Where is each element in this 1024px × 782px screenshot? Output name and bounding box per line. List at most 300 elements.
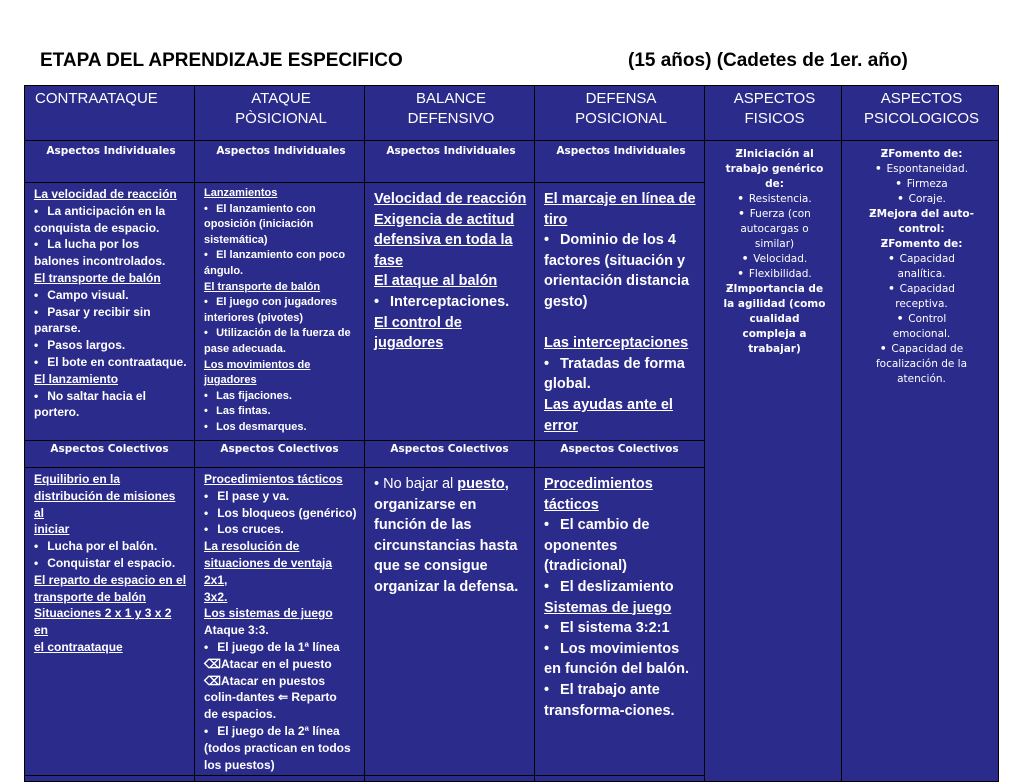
list-text: portero. (34, 405, 80, 420)
list-text: (todos practican en todos (204, 740, 351, 755)
header-row (25, 86, 999, 141)
bullet-dot (737, 268, 749, 280)
list-line (204, 505, 358, 522)
list-text: Las interceptaciones (544, 335, 689, 352)
list-line (374, 210, 528, 231)
list-text: Tratadas de forma (559, 355, 685, 372)
list-line (544, 536, 698, 557)
list-text: Resistencia. (748, 193, 812, 205)
bullet-dot (544, 517, 560, 533)
bullet-dot (888, 253, 900, 265)
list-line (204, 673, 358, 690)
list-text: Flexibilidad. (748, 268, 812, 280)
list-text: El juego de la 1ª línea (217, 639, 340, 654)
list-text: La anticipación en la (47, 203, 166, 218)
bullet-dot (544, 579, 560, 595)
list-text: receptiva. (895, 298, 948, 310)
list-text: Fuerza (con (749, 208, 811, 220)
list-text: Dominio de los 4 (559, 232, 676, 249)
header-defensa-posicional: DEFENSA POSICIONAL (535, 86, 705, 141)
bullet-dot (34, 237, 47, 251)
list-line (544, 659, 698, 680)
list-line (204, 404, 358, 420)
list-line (374, 333, 528, 354)
bullet-dot (742, 253, 754, 265)
list-text: Capacidad (899, 253, 955, 265)
list-line (851, 327, 992, 342)
bullet-dot (204, 489, 217, 503)
list-line (714, 162, 835, 177)
list-line (204, 202, 358, 218)
list-text: control: (898, 223, 945, 235)
list-line (34, 538, 188, 555)
list-text: trabajo genérico (725, 163, 824, 175)
list-line (544, 333, 698, 354)
list-line (204, 358, 358, 374)
list-line (714, 282, 835, 297)
list-text: gesto) (544, 293, 588, 310)
list-text: Lanzamientos (204, 187, 278, 199)
list-line (374, 189, 528, 210)
list-line (544, 354, 698, 375)
list-text: Los sistemas de juego (204, 606, 333, 621)
list-line (544, 189, 698, 210)
list-line (204, 656, 358, 673)
list-text: error (544, 417, 578, 434)
bullet-dot (34, 305, 47, 319)
list-line (544, 598, 698, 619)
list-line (34, 186, 188, 203)
list-text: cualidad (749, 313, 800, 325)
bullet-dot (897, 313, 909, 325)
list-line (544, 416, 698, 437)
list-text: El cambio de (559, 517, 650, 534)
list-text: interiores (pivotes) (204, 311, 304, 324)
list-text: oposición (iniciación (204, 218, 314, 231)
list-text: El juego de la 2ª línea (217, 723, 340, 738)
list-line (204, 373, 358, 389)
list-text: autocargas o (740, 223, 809, 235)
bullet-dot (888, 283, 900, 295)
subheader-individual: Aspectos Individuales (535, 141, 705, 183)
list-line (374, 313, 528, 334)
list-text: Exigencia de actitud (374, 211, 515, 228)
list-text: Procedimientos tácticos (204, 472, 343, 486)
list-text: jugadores (374, 335, 444, 352)
list-text: analítica. (897, 268, 946, 280)
list-line (204, 689, 358, 706)
list-line (851, 192, 992, 207)
list-line (204, 521, 358, 538)
zeta-glyph-icon: Ƶ (735, 148, 743, 160)
list-line (34, 521, 188, 538)
bullet-dot (374, 294, 390, 310)
list-text: Los bloqueos (genérico) (217, 505, 357, 520)
balance-lead: No bajar al (383, 476, 454, 492)
list-text: Sistemas de juego (544, 599, 672, 616)
list-text: Interceptaciones. (389, 293, 510, 310)
bullet-dot (204, 405, 216, 417)
list-text: oponentes (544, 537, 618, 554)
list-text: El lanzamiento con (216, 202, 316, 215)
list-text: Procedimientos (544, 476, 653, 492)
list-line (204, 295, 358, 311)
list-text: Los desmarques. (216, 420, 307, 433)
list-line (851, 342, 992, 357)
list-line (714, 342, 835, 357)
slide-title: ETAPA DEL APRENDIZAJE ESPECIFICO (40, 50, 403, 71)
list-line (714, 237, 835, 252)
erase-key-icon: ⌫ (204, 656, 221, 671)
bullet-dot (544, 232, 560, 248)
bullet-dot (875, 163, 887, 175)
list-text: Coraje. (908, 193, 946, 205)
list-line (204, 605, 358, 622)
list-line (204, 622, 358, 639)
cell-colectivo-ataque (195, 468, 365, 776)
list-line (34, 471, 188, 488)
list-line (34, 270, 188, 287)
list-line (851, 252, 992, 267)
list-line (544, 701, 698, 722)
list-line (851, 162, 992, 177)
cell-colectivo-defensa (535, 468, 705, 776)
list-line (851, 312, 992, 327)
bullet-dot (738, 208, 750, 220)
balance-puesto: puesto (457, 476, 505, 492)
list-text: ángulo. (204, 264, 244, 277)
balance-line: circunstancias hasta (374, 537, 518, 554)
bullet-dot (544, 620, 560, 636)
list-line (374, 230, 528, 251)
list-line (34, 287, 188, 304)
list-text: Iniciación al (742, 148, 814, 160)
subheader-colectivo: Aspectos Colectivos (535, 441, 705, 468)
balance-line: que se consigue (374, 558, 488, 575)
list-line (714, 267, 835, 282)
bullet-dot (544, 356, 560, 372)
subheader-individual: Aspectos Individuales (365, 141, 535, 183)
list-line (544, 251, 698, 272)
list-text: de espacios. (204, 707, 277, 722)
list-line (34, 253, 188, 270)
list-text: Conquistar el espacio. (47, 555, 176, 570)
list-line (204, 264, 358, 280)
list-text: El pase y va. (217, 488, 290, 503)
list-line (34, 304, 188, 321)
list-text: en función del balón. (544, 661, 689, 678)
list-line (204, 420, 358, 436)
list-line (204, 311, 358, 327)
list-line (34, 371, 188, 388)
list-line (34, 639, 188, 656)
list-text: El transporte de balón (34, 270, 161, 285)
list-text: similar) (754, 238, 795, 250)
list-text: compleja a (742, 328, 807, 340)
list-line (714, 252, 835, 267)
list-line (544, 618, 698, 639)
list-line (204, 757, 358, 774)
bullet-dot (204, 724, 217, 738)
list-text: Pasos largos. (47, 338, 126, 353)
list-line (544, 639, 698, 660)
list-text: El lanzamiento con poco (216, 249, 346, 262)
bullet-dot (34, 204, 47, 218)
list-line (714, 297, 835, 312)
list-line (34, 589, 188, 606)
list-line (204, 389, 358, 405)
list-text: conquista de espacio. (34, 220, 160, 235)
bullet-dot (204, 249, 216, 261)
subheader-colectivo: Aspectos Colectivos (195, 441, 365, 468)
list-text: Lucha por el balón. (47, 539, 158, 554)
left-arrow-icon: ⇐ (274, 690, 292, 705)
cell-aspectos-psicologicos (842, 141, 999, 782)
list-line (34, 203, 188, 220)
list-text: situaciones de ventaja 2x1, (204, 555, 333, 587)
list-text: No saltar hacia el (47, 388, 146, 403)
list-line (714, 147, 835, 162)
list-text: El lanzamiento (34, 371, 119, 386)
list-line (34, 488, 188, 522)
zeta-glyph-icon: Ƶ (880, 238, 889, 250)
bullet-dot (544, 682, 560, 698)
list-text: Capacidad de (891, 343, 964, 355)
list-line (204, 471, 358, 488)
cell-individual-ataque (195, 183, 365, 441)
list-text: trabajar) (748, 343, 801, 355)
list-text: Fomento de: (888, 238, 963, 250)
list-line (544, 680, 698, 701)
slide-subtitle: (15 años) (Cadetes de 1er. año) (628, 50, 908, 71)
list-line (851, 222, 992, 237)
list-line (204, 555, 358, 589)
list-text: Importancia de (733, 283, 824, 295)
bullet-dot (34, 556, 47, 570)
list-line (544, 515, 698, 536)
list-text: emocional. (892, 328, 951, 340)
bullet-dot (897, 193, 909, 205)
list-text: pararse. (34, 321, 81, 336)
list-text: tácticos (544, 496, 599, 513)
list-text: El marcaje en línea de (544, 191, 696, 207)
list-line (851, 237, 992, 252)
list-text: El bote en contraataque. (47, 354, 187, 369)
list-text: Las fijaciones. (216, 389, 292, 402)
list-line (714, 192, 835, 207)
list-text: El trabajo ante (559, 681, 660, 698)
list-line (851, 297, 992, 312)
list-text: global. (544, 376, 591, 393)
list-text: Las fintas. (216, 405, 271, 418)
list-text: El juego con jugadores (216, 296, 338, 309)
bullet-dot (204, 506, 217, 520)
list-line (544, 556, 698, 577)
cell-aspectos-fisicos (705, 141, 842, 782)
list-text: Atacar en el puesto (220, 656, 332, 671)
bullet-dot (34, 338, 47, 352)
list-line (204, 740, 358, 757)
list-line (34, 220, 188, 237)
list-text: Los movimientos (559, 640, 680, 657)
list-line (544, 374, 698, 395)
list-line (544, 577, 698, 598)
list-line (204, 538, 358, 555)
list-text: Las ayudas ante el (544, 396, 673, 413)
cell-individual-balance (365, 183, 535, 441)
list-text: distribución de misiones al (34, 488, 176, 520)
list-line (544, 230, 698, 251)
cell-colectivo-balance (365, 468, 535, 776)
list-line (714, 177, 835, 192)
list-line (851, 267, 992, 282)
list-text: Equilibrio en la (34, 472, 121, 486)
list-line (34, 572, 188, 589)
list-line (544, 210, 698, 231)
list-text: Fomento de: (888, 148, 963, 160)
list-line (34, 354, 188, 371)
list-text: Velocidad. (753, 253, 808, 265)
list-text: jugadores (204, 374, 257, 387)
balance-line: función de las (374, 517, 472, 534)
cell-individual-defensa (535, 183, 705, 441)
list-text: Ataque 3:3. (204, 623, 269, 638)
list-text: orientación distancia (544, 273, 690, 290)
subheader-individual: Aspectos Individuales (195, 141, 365, 183)
list-text: los puestos) (204, 757, 275, 772)
list-text: defensiva en toda la (374, 232, 513, 249)
list-text: Campo visual. (47, 287, 129, 302)
list-line (34, 236, 188, 253)
list-line (204, 723, 358, 740)
list-line (204, 217, 358, 233)
list-text: Mejora del auto- (876, 208, 974, 220)
list-text: balones incontrolados. (34, 254, 166, 269)
subheader-colectivo: Aspectos Colectivos (365, 441, 535, 468)
list-text: pase adecuada. (204, 342, 286, 355)
list-line (204, 248, 358, 264)
bullet-dot (34, 288, 47, 302)
bullet-dot (34, 389, 47, 403)
header-contraataque: CONTRAATAQUE (25, 86, 195, 141)
list-text: Los cruces. (217, 522, 284, 537)
list-line (714, 222, 835, 237)
list-text: colin-dantes (204, 690, 275, 705)
list-line (34, 337, 188, 354)
list-line (34, 388, 188, 405)
list-text: transporte de balón (34, 589, 147, 604)
bullet-dot (204, 203, 216, 215)
balance-line: organizarse en (374, 496, 477, 513)
list-text: Utilización de la fuerza de (216, 327, 351, 340)
balance-line: organizar la defensa. (374, 578, 519, 595)
zeta-glyph-icon: Ƶ (725, 283, 734, 295)
list-text: (tradicional) (544, 558, 627, 575)
list-text: sistemática) (204, 233, 268, 246)
list-text: La resolución de (204, 539, 300, 554)
cell-individual-contraataque (25, 183, 195, 441)
bullet-dot (204, 296, 216, 308)
header-aspectos-fisicos: ASPECTOS FISICOS (705, 86, 842, 141)
list-text: Velocidad de reacción (374, 191, 527, 207)
subheader-colectivo: Aspectos Colectivos (25, 441, 195, 468)
list-text: iniciar (34, 522, 70, 537)
list-text (544, 315, 548, 331)
list-line (204, 488, 358, 505)
subheader-individual: Aspectos Individuales (25, 141, 195, 183)
list-text: El ataque al balón (374, 273, 498, 290)
list-line (204, 342, 358, 358)
list-text: Los movimientos de (204, 358, 311, 371)
bullet-dot (204, 390, 216, 402)
header-ataque-posicional: ATAQUE PÒSICIONAL (195, 86, 365, 141)
list-line (714, 327, 835, 342)
bullet-dot (34, 355, 47, 369)
list-text: El reparto de espacio en el (34, 572, 187, 587)
bullet-dot (204, 327, 216, 339)
list-text: el contraataque (34, 639, 123, 654)
list-line (544, 292, 698, 313)
header-balance-defensivo: BALANCE DEFENSIVO (365, 86, 535, 141)
list-line (544, 395, 698, 416)
list-line (204, 639, 358, 656)
list-line (204, 706, 358, 723)
list-line (374, 292, 528, 313)
bullet-dot (34, 539, 47, 553)
erase-key-icon: ⌫ (204, 673, 221, 688)
list-text: Situaciones 2 x 1 y 3 x 2 en (34, 606, 172, 638)
list-text: tiro (544, 211, 568, 228)
list-text: Firmeza (906, 178, 948, 190)
zeta-glyph-icon: Ƶ (869, 208, 877, 220)
list-text: factores (situación y (544, 252, 686, 269)
list-line (851, 207, 992, 222)
list-text: Espontaneidad. (886, 163, 969, 175)
content-table (24, 85, 999, 782)
balance-comma: , (504, 476, 509, 492)
list-text: la agilidad (como (723, 298, 826, 310)
list-line (544, 313, 698, 334)
bullet-dot (880, 343, 892, 355)
list-line (851, 147, 992, 162)
list-line (544, 474, 698, 495)
list-text: transforma-ciones. (544, 702, 675, 719)
individual-subheader-row (25, 141, 999, 183)
header-aspectos-psicologicos: ASPECTOS PSICOLOGICOS (842, 86, 999, 141)
list-text: atención. (897, 373, 946, 385)
bullet-dot (544, 641, 560, 657)
list-line (204, 186, 358, 202)
bullet-dot (737, 193, 749, 205)
list-text: Atacar en puestos (220, 673, 326, 688)
list-line (34, 404, 188, 421)
list-text: 3x2. (204, 589, 228, 604)
list-text: La lucha por los (47, 237, 140, 252)
list-text: El transporte de balón (204, 280, 321, 293)
bullet-dot (204, 421, 216, 433)
bullet-dot (204, 522, 217, 536)
list-text: El deslizamiento (559, 578, 674, 595)
list-text: Control (908, 313, 947, 325)
list-line (34, 555, 188, 572)
list-line (34, 320, 188, 337)
bullet-dot (895, 178, 907, 190)
list-text: Capacidad (899, 283, 955, 295)
list-line (204, 233, 358, 249)
list-line (851, 357, 992, 372)
list-line (851, 372, 992, 387)
list-line (851, 177, 992, 192)
